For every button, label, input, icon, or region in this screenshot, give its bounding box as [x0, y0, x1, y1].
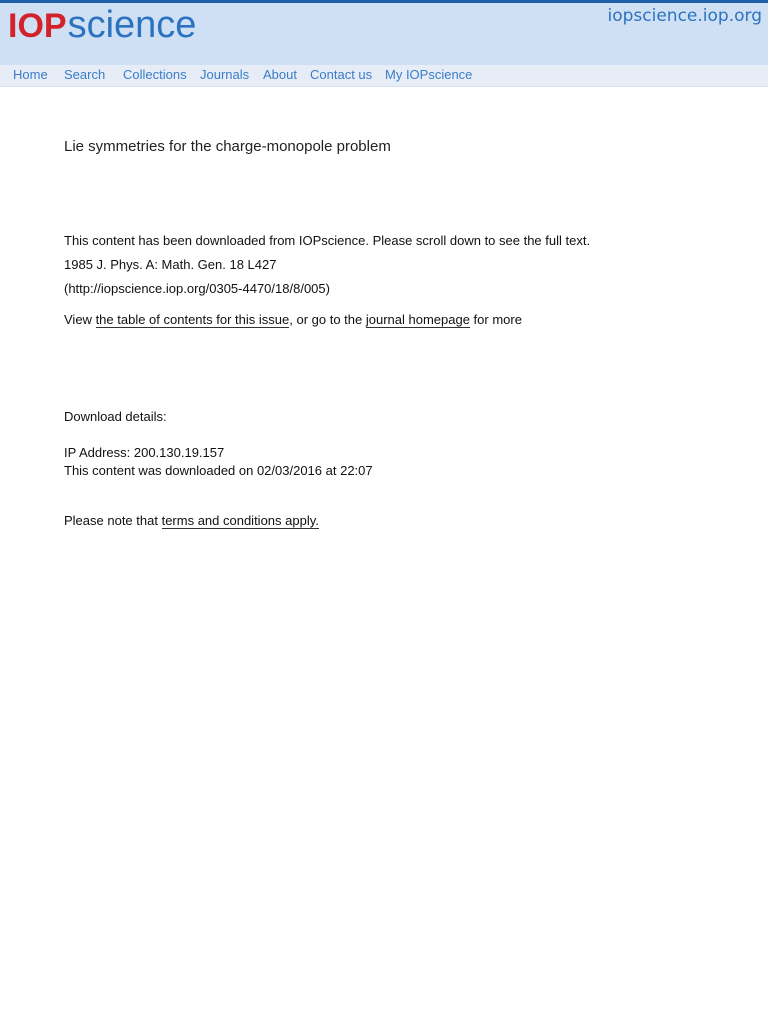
download-details-heading: Download details:: [64, 409, 167, 424]
ip-address: IP Address: 200.130.19.157: [64, 445, 225, 460]
view-prefix: View: [64, 312, 96, 327]
toc-link[interactable]: the table of contents for this issue: [95, 312, 290, 327]
citation: 1985 J. Phys. A: Math. Gen. 18 L427: [64, 257, 277, 272]
terms-link[interactable]: terms and conditions apply.: [161, 513, 319, 528]
logo-science-text: science: [67, 4, 197, 46]
article-title: Lie symmetries for the charge-monopole problem: [64, 138, 391, 155]
article-url: (http://iopscience.iop.org/0305-4470/18/8/005): [64, 281, 330, 296]
nav-contact-us[interactable]: Contact us: [310, 67, 373, 82]
main-nav: [0, 65, 768, 87]
terms-line: [64, 513, 319, 528]
nav-collections[interactable]: Collections: [123, 67, 187, 82]
downloaded-on: This content was downloaded on 02/03/2016 at 22:07: [64, 463, 373, 478]
nav-about[interactable]: About: [263, 67, 297, 82]
nav-home[interactable]: Home: [13, 67, 48, 82]
view-suffix: for more: [469, 312, 522, 327]
nav-search[interactable]: Search: [64, 67, 106, 82]
view-middle: , or go to the: [289, 312, 366, 327]
journal-homepage-link[interactable]: journal homepage: [365, 312, 470, 327]
nav-my-iopscience[interactable]: My IOPscience: [385, 67, 473, 82]
nav-journals[interactable]: Journals: [200, 67, 250, 82]
logo-iop-text: IOP: [8, 7, 67, 45]
site-header: [0, 3, 768, 65]
site-url-link[interactable]: iopscience.iop.org: [607, 6, 762, 26]
downloaded-note: This content has been downloaded from IOPscience. Please scroll down to see the full text.: [64, 233, 591, 248]
terms-prefix: Please note that: [64, 513, 162, 528]
view-line: [64, 312, 522, 327]
iopscience-logo[interactable]: [8, 5, 196, 45]
